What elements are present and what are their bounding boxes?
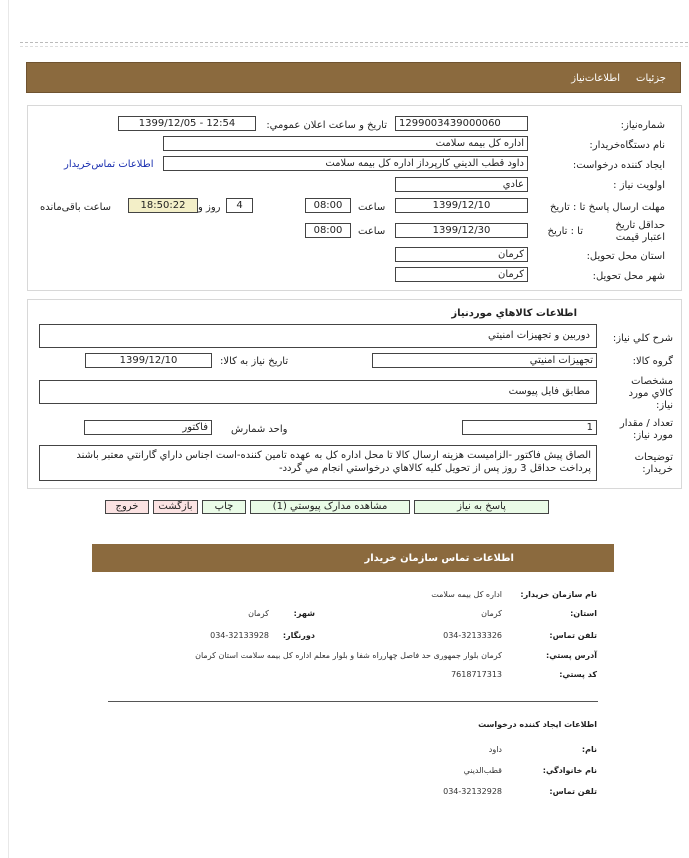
postal-value: 7618717313	[451, 670, 502, 679]
view-attachments-button[interactable]: مشاهده مدارک پيوستي (1)	[250, 500, 410, 514]
print-button[interactable]: چاپ	[202, 500, 246, 514]
desc-field: دوربين و تجهيزات امنيتي	[39, 324, 597, 348]
validity-time-field: 08:00	[305, 223, 351, 238]
need-number-field: 1299003439000060	[395, 116, 528, 131]
fax-value: 034-32133928	[210, 631, 269, 640]
phone-label: تلفن تماس:	[549, 631, 597, 640]
buyer-contact-link[interactable]: اطلاعات تماس‌خريدار	[64, 159, 154, 170]
family-value: قطب‌الديني	[463, 766, 502, 775]
need-info-panel	[27, 105, 682, 291]
city-contact-label: شهر:	[293, 609, 315, 618]
province-field: کرمان	[395, 247, 528, 262]
creator-phone-label: تلفن تماس:	[549, 787, 597, 796]
desc-label: شرح کلي نياز:	[612, 333, 673, 344]
province-label: استان محل تحويل:	[586, 251, 665, 262]
need-number-label: شماره‌نياز:	[620, 120, 665, 131]
specs-label: مشخصات کالاي مورد نياز:	[628, 376, 673, 411]
creator-field: داود قطب الديني کارپرداز اداره کل بيمه سلامت	[163, 156, 528, 171]
priority-label: اولويت نياز :	[613, 180, 665, 191]
remaining-time-field: 18:50:22	[128, 198, 198, 213]
goods-section-title: اطلاعات کالاهاي موردنياز	[451, 308, 577, 319]
need-date-field: 1399/12/10	[85, 353, 212, 368]
deadline-date-field: 1399/12/10	[395, 198, 528, 213]
contact-header-bar	[92, 544, 614, 572]
need-date-label: تاريخ نياز به کالا:	[220, 356, 289, 367]
org-label: نام سازمان خريدار:	[520, 590, 597, 599]
deadline-label: مهلت ارسال پاسخ تا : تاريخ	[549, 202, 665, 213]
group-label: گروه کالا:	[632, 356, 673, 367]
back-button[interactable]: بازگشت	[153, 500, 198, 514]
city-label: شهر محل تحويل:	[592, 271, 665, 282]
province-contact-label: استان:	[570, 609, 597, 618]
validity-time-label: ساعت	[358, 226, 386, 237]
address-value: کرمان بلوار جمهوری حد فاصل چهارراه شفا و بلوار معلم اداره کل بيمه سلامت استان کرمان	[195, 651, 502, 660]
days-field: 4	[226, 198, 253, 213]
postal-label: کد پستي:	[559, 670, 597, 679]
phone-value: 034-32133326	[443, 631, 502, 640]
unit-field: فاکتور	[84, 420, 212, 435]
exit-button[interactable]: خروج	[105, 500, 149, 514]
specs-field: مطابق فايل پيوست	[39, 380, 597, 404]
deadline-time-label: ساعت	[358, 202, 386, 213]
remaining-label: ساعت باقی‌مانده	[40, 202, 112, 213]
creator-label: ايجاد کننده درخواست:	[572, 160, 665, 171]
creator-section-title: اطلاعات ايجاد کننده درخواست	[478, 720, 597, 729]
city-contact-value: کرمان	[248, 609, 269, 618]
tab-need-info[interactable]: اطلاعات‌نياز	[571, 73, 620, 84]
province-contact-value: کرمان	[481, 609, 502, 618]
buyer-label: نام دستگاه‌خريدار:	[589, 140, 665, 151]
deadline-time-field: 08:00	[305, 198, 351, 213]
announce-label: تاريخ و ساعت اعلان عمومي:	[266, 120, 387, 131]
group-field: تجهيزات امنيتي	[372, 353, 597, 368]
contact-title: اطلاعات تماس سازمان خريدار	[364, 553, 514, 564]
notes-field: الصاق پيش فاکتور -الزاميست هزينه ارسال کالا تا محل اداره کل به عهده تامين کننده-است اجناس داراي گارانتي معتبر باشند پرداخت حداقل 3 روز پس از تحويل کليه کالاهاي درخواستي انجام مي گردد-	[39, 445, 597, 481]
validity-date-field: 1399/12/30	[395, 223, 528, 238]
announce-field: 1399/12/05 - 12:54	[118, 116, 256, 131]
name-label: نام:	[581, 745, 597, 754]
fax-label: دورنگار:	[282, 631, 315, 640]
page-left-border	[8, 0, 9, 858]
creator-phone-value: 034-32132928	[443, 787, 502, 796]
unit-label: واحد شمارش	[231, 424, 288, 435]
buyer-field: اداره کل بيمه سلامت	[163, 136, 528, 151]
name-value: داود	[488, 745, 502, 754]
days-label: روز و	[198, 202, 221, 213]
reply-button[interactable]: پاسخ به نياز	[414, 500, 549, 514]
org-value: اداره کل بيمه سلامت	[431, 590, 502, 599]
priority-field: عادي	[395, 177, 528, 192]
family-label: نام خانوادگي:	[542, 766, 597, 775]
qty-label: تعداد / مقدار مورد نياز:	[619, 418, 673, 441]
top-divider-2	[20, 46, 688, 47]
validity-to-label: تا : تاريخ	[547, 226, 583, 237]
header-bar	[26, 62, 681, 93]
validity-label: حداقل تاريخ اعتبار قيمت	[615, 220, 665, 243]
tab-details[interactable]: جزئيات	[636, 73, 666, 84]
notes-label: توضيحات خريدار:	[634, 452, 673, 475]
qty-field: 1	[462, 420, 597, 435]
contact-divider	[108, 701, 598, 702]
address-label: آدرس پستي:	[546, 651, 597, 660]
top-divider	[20, 42, 688, 43]
city-field: کرمان	[395, 267, 528, 282]
